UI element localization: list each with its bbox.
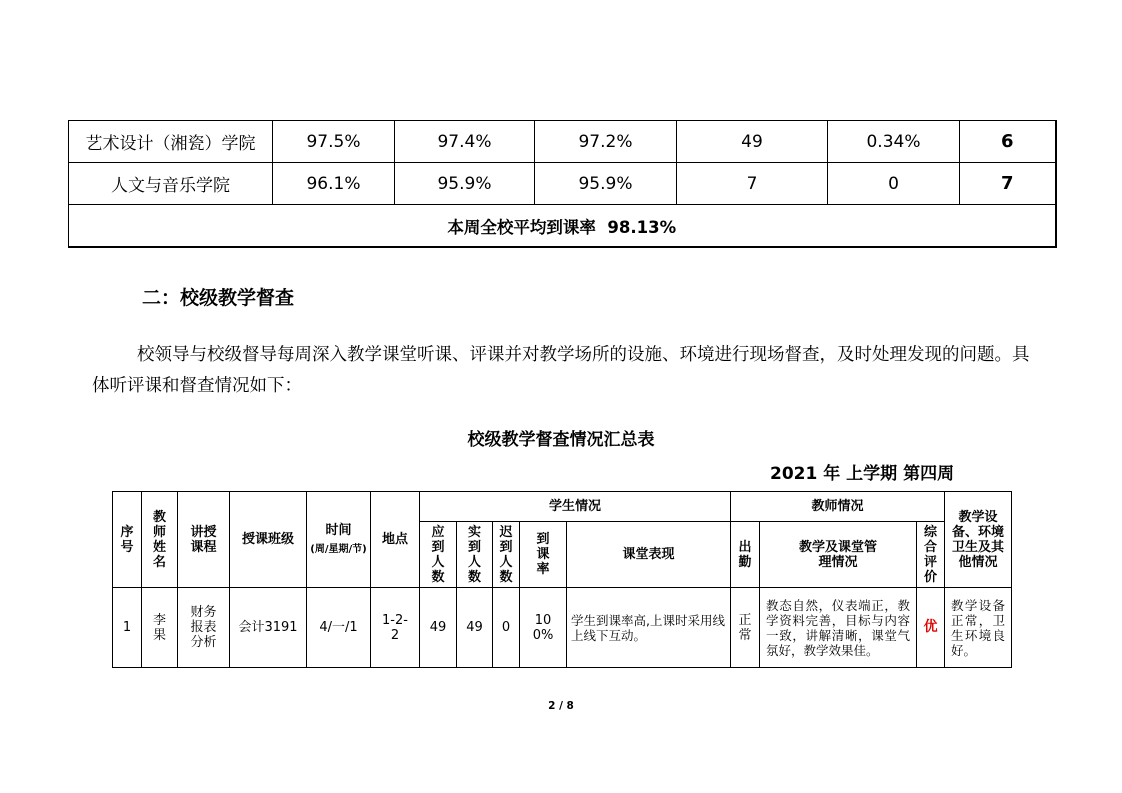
row-performance: 学生到课率高,上课时采用线上线下互动。 — [567, 588, 731, 668]
header-class: 授课班级 — [230, 492, 307, 588]
table-subtitle: 2021 年 上学期 第四周 — [770, 464, 955, 484]
header-overall: 综合评价 — [917, 522, 945, 588]
header-teacher: 教师姓名 — [142, 492, 178, 588]
table-cell: 0.34% — [828, 121, 960, 163]
average-label: 本周全校平均到课率 — [447, 217, 596, 237]
row-facilities: 教学设备正常，卫生环境良好。 — [945, 588, 1012, 668]
row-management: 教态自然，仪表端正，教学资料完善，目标与内容一致，讲解清晰，课堂气氛好，教学效果佳。 — [760, 588, 917, 668]
average-row — [69, 205, 1056, 248]
header-teacher-group: 教师情况 — [731, 492, 945, 522]
row-course: 财务报表分析 — [178, 588, 230, 668]
header-facilities: 教学设备、环境卫生及其他情况 — [945, 492, 1012, 588]
rank-cell: 7 — [960, 163, 1056, 205]
table-row — [69, 121, 1056, 163]
row-should: 49 — [420, 588, 457, 668]
header-late: 迟到人数 — [493, 522, 520, 588]
row-time: 4/一/1 — [307, 588, 371, 668]
overall-rating: 优 — [923, 619, 938, 635]
row-attendance: 正常 — [731, 588, 760, 668]
average-value: 98.13% — [607, 217, 677, 237]
table-cell: 97.5% — [273, 121, 395, 163]
row-rate: 100% — [520, 588, 567, 668]
college-name: 艺术设计（湘瓷）学院 — [69, 121, 273, 163]
row-teacher: 李果 — [142, 588, 178, 668]
table-cell: 96.1% — [273, 163, 395, 205]
header-management: 教学及课堂管理情况 — [760, 522, 917, 588]
average-cell — [69, 205, 1056, 248]
row-place: 1-2-2 — [371, 588, 420, 668]
row-overall — [917, 588, 945, 668]
header-attendance: 出勤 — [731, 522, 760, 588]
table-cell: 97.4% — [395, 121, 535, 163]
table-row — [113, 588, 1012, 668]
header-students: 学生情况 — [420, 492, 731, 522]
page-number: 2 / 8 — [548, 700, 574, 712]
header-place: 地点 — [371, 492, 420, 588]
section-heading: 二：校级教学督查 — [142, 287, 295, 309]
header-performance: 课堂表现 — [567, 522, 731, 588]
table-cell: 97.2% — [535, 121, 677, 163]
header-no: 序号 — [113, 492, 142, 588]
table-row — [69, 163, 1056, 205]
table-cell: 7 — [677, 163, 828, 205]
header-time-sub: (周/星期/节) — [310, 543, 367, 555]
header-rate: 到课率 — [520, 522, 567, 588]
row-late: 0 — [493, 588, 520, 668]
header-row — [113, 492, 1012, 522]
rank-cell: 6 — [960, 121, 1056, 163]
row-class: 会计3191 — [230, 588, 307, 668]
row-no: 1 — [113, 588, 142, 668]
row-actual: 49 — [457, 588, 493, 668]
table-cell: 95.9% — [395, 163, 535, 205]
header-should: 应到人数 — [420, 522, 457, 588]
table-title: 校级教学督查情况汇总表 — [467, 430, 655, 450]
attendance-table — [68, 120, 1057, 248]
table-cell: 95.9% — [535, 163, 677, 205]
college-name: 人文与音乐学院 — [69, 163, 273, 205]
table-cell: 49 — [677, 121, 828, 163]
header-time: 时间 (周/星期/节) — [307, 492, 371, 588]
section-paragraph: 校领导与校级督导每周深入教学课堂听课、评课并对教学场所的设施、环境进行现场督查，及时处理发现的问题。具体听评课和督查情况如下： — [92, 345, 1030, 396]
supervision-table — [112, 491, 1012, 668]
header-actual: 实到人数 — [457, 522, 493, 588]
header-course: 讲授课程 — [178, 492, 230, 588]
table-cell: 0 — [828, 163, 960, 205]
